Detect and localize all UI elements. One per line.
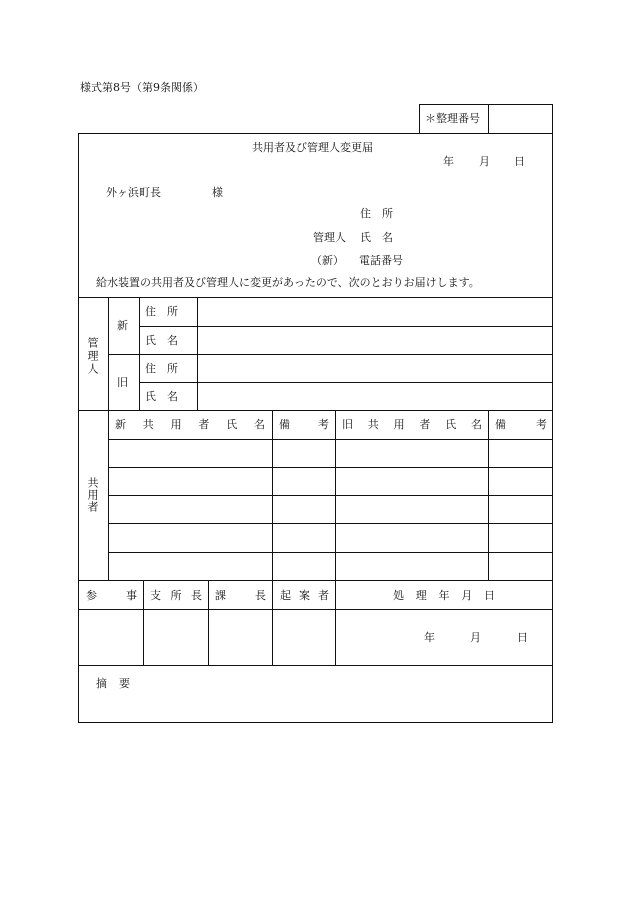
- sharers-header-new-name: [115, 419, 265, 430]
- char: 所: [170, 589, 182, 602]
- approval-header-drafter: [280, 590, 329, 601]
- divider: [78, 580, 553, 581]
- date-month-label: 月: [479, 155, 490, 168]
- reference-number-label: ＊整理番号: [425, 112, 480, 125]
- manager-new-label: 新: [117, 319, 128, 332]
- char: 氏: [226, 418, 238, 431]
- sharer-old-name-field[interactable]: [337, 554, 486, 579]
- manager-new-name-label: 氏 名: [145, 334, 178, 347]
- date-day-label: 日: [514, 155, 525, 168]
- char: 用: [393, 418, 405, 431]
- char: 起: [280, 589, 291, 602]
- branch-chief-stamp-field[interactable]: [145, 611, 207, 664]
- divider: [488, 410, 489, 580]
- process-day-label: 日: [517, 631, 528, 644]
- sharers-header-remarks-2: [495, 419, 547, 430]
- applicant-address-label: 住 所: [360, 207, 393, 220]
- approval-header-section-chief: [215, 590, 266, 601]
- char: 参: [86, 589, 97, 602]
- reference-number-field[interactable]: [490, 106, 550, 132]
- divider: [78, 665, 553, 666]
- sharer-remarks-field[interactable]: [490, 554, 551, 579]
- char: 考: [318, 418, 329, 431]
- manager-new-name-field[interactable]: [199, 328, 551, 353]
- sharer-remarks-field[interactable]: [490, 469, 551, 494]
- divider: [108, 552, 553, 553]
- divider: [139, 326, 553, 327]
- char: 名: [253, 418, 265, 431]
- divider: [488, 104, 489, 134]
- char: 氏: [445, 418, 457, 431]
- manager-old-name-field[interactable]: [199, 384, 551, 409]
- remarks-field[interactable]: [140, 668, 550, 720]
- sharers-header-old-name: [342, 419, 482, 430]
- divider: [78, 609, 553, 610]
- sharer-old-name-field[interactable]: [337, 525, 486, 550]
- char: 月: [461, 589, 473, 602]
- divider: [108, 495, 553, 496]
- manager-section-label: 管理人: [86, 337, 99, 376]
- char: 備: [279, 418, 290, 431]
- manager-old-label: 旧: [117, 376, 128, 389]
- char: 用: [170, 418, 182, 431]
- sharer-remarks-field[interactable]: [274, 525, 333, 550]
- manager-old-name-label: 氏 名: [145, 390, 178, 403]
- sharer-old-name-field[interactable]: [337, 469, 486, 494]
- sharer-new-name-field[interactable]: [110, 554, 270, 579]
- char: 日: [484, 589, 495, 602]
- sharer-old-name-field[interactable]: [337, 497, 486, 522]
- divider: [208, 580, 209, 665]
- sharer-new-name-field[interactable]: [110, 525, 270, 550]
- approval-header-branch-chief: [150, 590, 202, 601]
- char: 年: [438, 589, 450, 602]
- divider: [108, 297, 109, 580]
- char: 課: [215, 589, 226, 602]
- form-number: 様式第8号（第9条関係）: [80, 81, 204, 94]
- form-title: 共用者及び管理人変更届: [252, 141, 373, 154]
- char: 処: [393, 589, 404, 602]
- divider: [108, 439, 553, 440]
- divider: [78, 410, 553, 411]
- applicant-role-label: 管理人: [313, 231, 346, 244]
- sharer-new-name-field[interactable]: [110, 497, 270, 522]
- sharer-remarks-field[interactable]: [274, 441, 333, 466]
- char: 支: [150, 589, 161, 602]
- remarks-label: [96, 678, 130, 689]
- sharer-old-name-field[interactable]: [337, 441, 486, 466]
- sanji-stamp-field[interactable]: [80, 611, 142, 664]
- divider: [143, 580, 144, 665]
- statement: 給水装置の共用者及び管理人に変更があったので、次のとおりお届けします。: [96, 276, 480, 289]
- char: 摘: [96, 677, 107, 690]
- char: 案: [299, 589, 310, 602]
- sharer-new-name-field[interactable]: [110, 441, 270, 466]
- applicant-phone-label: 電話番号: [359, 254, 403, 267]
- divider: [139, 297, 140, 410]
- honorific: 様: [212, 186, 223, 199]
- applicant-name-label: 氏 名: [360, 231, 393, 244]
- char: 旧: [342, 418, 353, 431]
- char: 者: [419, 418, 431, 431]
- process-year-label: 年: [424, 631, 435, 644]
- date-year-label: 年: [443, 155, 454, 168]
- sharer-remarks-field[interactable]: [490, 441, 551, 466]
- section-chief-stamp-field[interactable]: [210, 611, 271, 664]
- sharer-remarks-field[interactable]: [490, 497, 551, 522]
- divider: [335, 410, 336, 665]
- applicant-new-label: （新）: [311, 254, 344, 267]
- char: 要: [119, 677, 130, 690]
- sharer-new-name-field[interactable]: [110, 469, 270, 494]
- char: 考: [536, 418, 547, 431]
- divider: [139, 382, 553, 383]
- addressee: 外ヶ浜町長: [106, 186, 161, 199]
- sharer-remarks-field[interactable]: [490, 525, 551, 550]
- sharer-remarks-field[interactable]: [274, 554, 333, 579]
- sharers-header-remarks-1: [279, 419, 329, 430]
- divider: [108, 354, 553, 355]
- char: 長: [191, 589, 202, 602]
- char: 名: [470, 418, 482, 431]
- char: 共: [142, 418, 154, 431]
- char: 事: [126, 589, 137, 602]
- char: 者: [318, 589, 329, 602]
- divider: [78, 297, 553, 298]
- char: 長: [255, 589, 266, 602]
- manager-old-address-label: 住 所: [145, 362, 178, 375]
- char: 者: [198, 418, 210, 431]
- divider: [108, 467, 553, 468]
- drafter-stamp-field[interactable]: [274, 611, 334, 664]
- approval-header-sanji: [86, 590, 137, 601]
- divider: [108, 523, 553, 524]
- divider: [272, 410, 273, 665]
- manager-old-address-field[interactable]: [199, 356, 551, 381]
- process-month-label: 月: [470, 631, 481, 644]
- char: 共: [367, 418, 379, 431]
- sharer-remarks-field[interactable]: [274, 497, 333, 522]
- char: 理: [415, 589, 427, 602]
- sharers-section-label: 共用者: [86, 477, 99, 513]
- char: 備: [495, 418, 506, 431]
- char: 新: [115, 418, 126, 431]
- divider: [197, 297, 198, 410]
- sharer-remarks-field[interactable]: [274, 469, 333, 494]
- manager-new-address-label: 住 所: [145, 305, 178, 318]
- approval-header-process-date: [393, 590, 495, 601]
- manager-new-address-field[interactable]: [199, 299, 551, 325]
